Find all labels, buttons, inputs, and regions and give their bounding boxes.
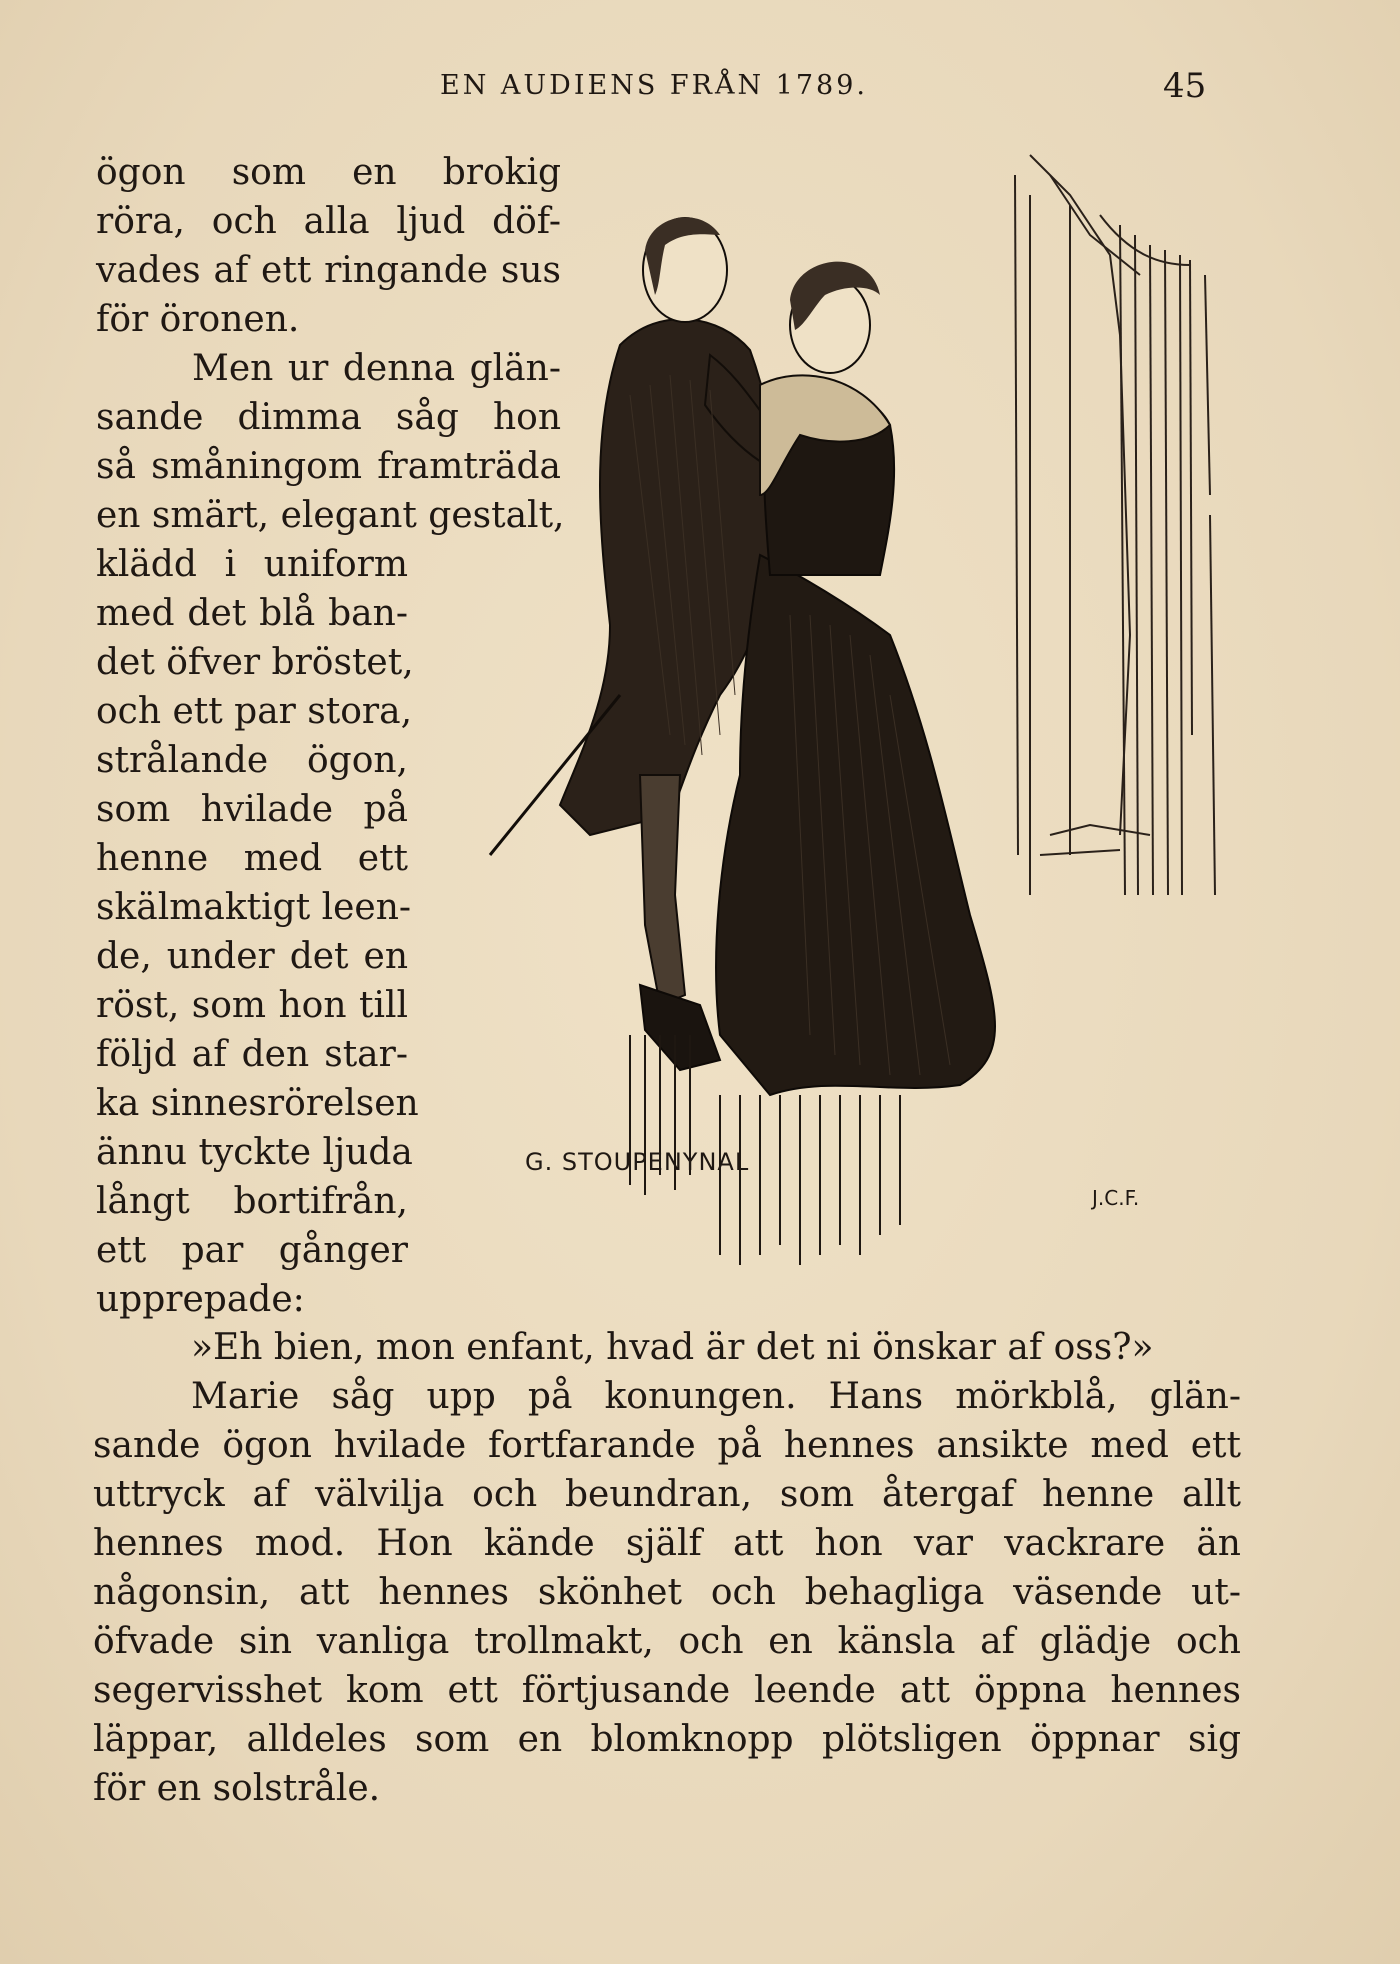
text-line: hennes mod. Hon kände själf att hon var vackrare än xyxy=(93,1523,1241,1564)
text-line: med det blå ban- xyxy=(96,593,408,634)
text-line: strålande ögon, xyxy=(96,740,408,781)
text-line: henne med ett xyxy=(96,838,408,879)
text-line: sande dimma såg hon xyxy=(96,397,561,438)
text-line: läppar, alldeles som en blomknopp plötsligen öppnar sig xyxy=(93,1719,1241,1760)
text-line: segervisshet kom ett förtjusande leende att öppna hennes xyxy=(93,1670,1241,1711)
text-line: uttryck af välvilja och beundran, som återgaf henne allt xyxy=(93,1474,1241,1515)
text-line: ögon som en brokig xyxy=(96,152,561,193)
text-line: »Eh bien, mon enfant, hvad är det ni önskar af oss?» xyxy=(191,1327,1154,1368)
text-line: röst, som hon till xyxy=(96,985,408,1026)
text-line: upprepade: xyxy=(96,1279,305,1320)
man-shoes xyxy=(640,985,720,1070)
text-line: ett par gånger xyxy=(96,1230,408,1271)
woman-skirt xyxy=(716,555,995,1095)
text-line: vades af ett ringande sus xyxy=(96,250,561,291)
text-line: Men ur denna glän- xyxy=(192,348,561,389)
curtain xyxy=(1015,155,1215,895)
man-legs xyxy=(640,775,685,1005)
text-line: skälmaktigt leen- xyxy=(96,887,412,928)
text-line: sande ögon hvilade fortfarande på hennes ansikte med ett xyxy=(93,1425,1241,1466)
text-line: så småningom framträda xyxy=(96,446,561,487)
text-line: det öfver bröstet, xyxy=(96,642,414,683)
engraver-monogram: J.C.F. xyxy=(1092,1186,1140,1210)
text-line: de, under det en xyxy=(96,936,408,977)
text-line: öfvade sin vanliga trollmakt, och en känsla af glädje och xyxy=(93,1621,1241,1662)
text-line: för en solstråle. xyxy=(93,1768,381,1809)
illustrator-signature: G. STOUPENYNAL xyxy=(525,1148,750,1176)
text-line: en smärt, elegant gestalt, xyxy=(96,495,565,536)
text-line: klädd i uniform xyxy=(96,544,408,585)
text-line: ännu tyckte ljuda xyxy=(96,1132,413,1173)
text-line: någonsin, att hennes skönhet och behagliga väsende ut- xyxy=(93,1572,1241,1613)
page-number: 45 xyxy=(1163,66,1207,106)
illustration-man-and-woman xyxy=(470,135,1250,1300)
running-head: EN AUDIENS FRÅN 1789. xyxy=(440,70,868,101)
text-line: som hvilade på xyxy=(96,789,408,830)
shadow-floor xyxy=(720,1095,900,1265)
text-line: Marie såg upp på konungen. Hans mörkblå, glän- xyxy=(191,1376,1241,1417)
text-line: och ett par stora, xyxy=(96,691,413,732)
text-line: röra, och alla ljud döf- xyxy=(96,201,561,242)
text-line: följd af den star- xyxy=(96,1034,408,1075)
text-line: ka sinnesrörelsen xyxy=(96,1083,419,1124)
text-line: för öronen. xyxy=(96,299,300,340)
text-line: långt bortifrån, xyxy=(96,1181,408,1222)
full-width-text xyxy=(93,1323,1241,1813)
